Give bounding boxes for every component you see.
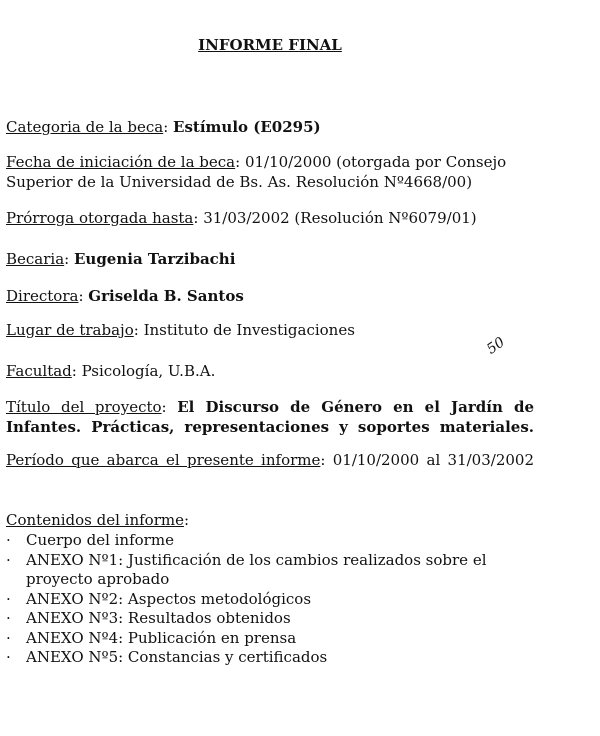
field-value: Psicología, U.B.A. (81, 362, 216, 380)
list-item: · ANEXO Nº2: Aspectos metodológicos (6, 590, 516, 610)
field-value: Estímulo (E0295) (173, 118, 321, 136)
contents-list (6, 531, 516, 668)
document-title: INFORME FINAL (198, 36, 342, 54)
field-value: Instituto de Investigaciones (143, 321, 355, 339)
field-becaria: Becaria: Eugenia Tarzibachi (6, 250, 236, 268)
field-lugar-trabajo: Lugar de trabajo: Instituto de Investigaciones (6, 321, 355, 339)
field-label: Prórroga otorgada hasta (6, 209, 194, 227)
list-item: · Cuerpo del informe (6, 531, 516, 551)
list-item: · ANEXO Nº3: Resultados obtenidos (6, 609, 516, 629)
contents-heading: Contenidos del informe: (6, 511, 190, 529)
field-value: 01/10/2000 al 31/03/2002 (332, 451, 534, 469)
field-value: Griselda B. Santos (88, 287, 244, 305)
field-value: 01/10/2000 (otorgada por Consejo Superior de la Universidad de Bs. As. Resolución Nº4668/00) (6, 153, 507, 191)
field-label: Fecha de iniciación de la beca (6, 153, 236, 171)
field-value: Eugenia Tarzibachi (73, 250, 236, 268)
field-label: Directora (6, 287, 79, 305)
field-directora: Directora: Griselda B. Santos (6, 287, 244, 305)
field-label: Facultad (6, 362, 72, 380)
field-label: Becaria (6, 250, 65, 268)
contents-label: Contenidos del informe (6, 511, 184, 529)
field-value: 31/03/2002 (Resolución Nº6079/01) (203, 209, 477, 227)
field-label: Categoria de la beca (6, 118, 164, 136)
list-item: · ANEXO Nº5: Constancias y certificados (6, 648, 516, 668)
list-item: · ANEXO Nº4: Publicación en prensa (6, 629, 516, 649)
list-item: · ANEXO Nº1: Justificación de los cambios realizados sobre el proyecto aprobado (6, 551, 516, 590)
field-categoria: Categoria de la beca: Estímulo (E0295) (6, 118, 321, 136)
handwritten-page-mark: 50 (484, 334, 508, 358)
field-label: Período que abarca el presente informe (6, 451, 321, 469)
field-label: Título del proyecto (6, 398, 162, 416)
field-value: El Discurso de Género en el Jardín de Infantes. Prácticas, representaciones y soportes materiales. (6, 398, 534, 436)
field-fecha-iniciacion: Fecha de iniciación de la beca: 01/10/2000 (otorgada por Consejo Superior de la Universidad de Bs. As. Resolución Nº4668/00) (6, 153, 507, 191)
field-periodo: Período que abarca el presente informe: 01/10/2000 al 31/03/2002 (6, 451, 534, 469)
field-titulo-proyecto: Título del proyecto: El Discurso de Género en el Jardín de Infantes. Prácticas, representaciones y soportes materiales. (6, 398, 534, 436)
field-label: Lugar de trabajo (6, 321, 134, 339)
field-facultad: Facultad: Psicología, U.B.A. (6, 362, 216, 380)
field-prorroga: Prórroga otorgada hasta: 31/03/2002 (Resolución Nº6079/01) (6, 209, 477, 227)
